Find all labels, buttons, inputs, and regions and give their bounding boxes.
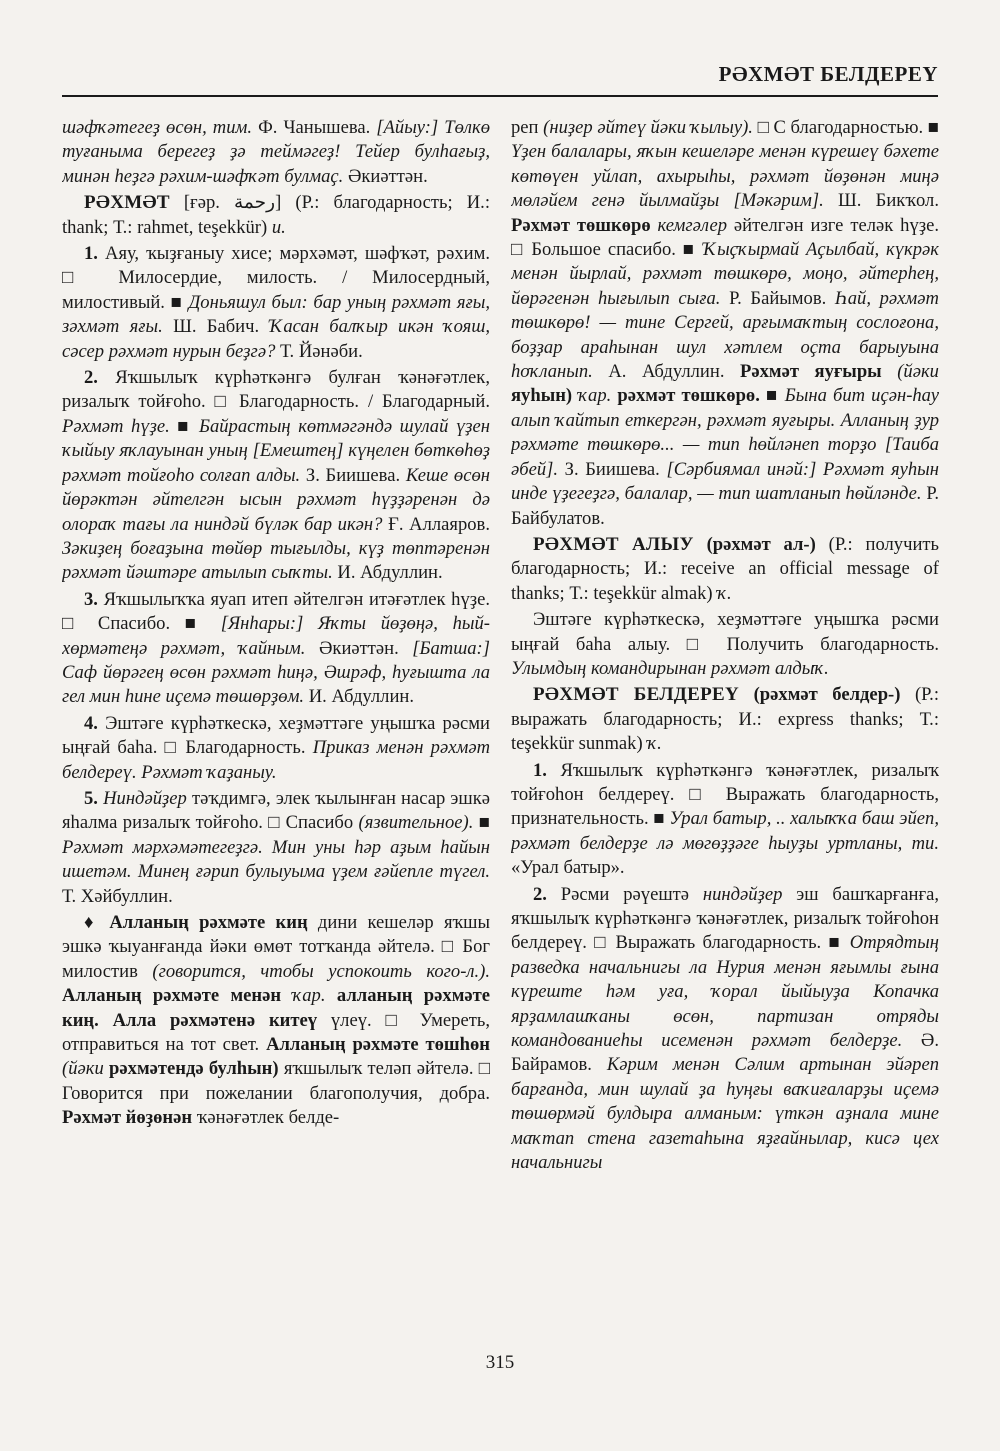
right-column-paragraph: РӘХМӘТ БЕЛДЕРЕҮ (рәхмәт белдер-) (Р.: выражать благодарность; И.: express thanks; Т.: teşekkür sunmak) ҡ.	[511, 684, 939, 755]
header-rule	[62, 95, 938, 97]
right-column-paragraph: 2. Рәсми рәүештә ниндәйҙер эш башҡарғанға, яҡшылыҡ күрһәткәнгә ҡәнәғәтлек, ризалыҡ тойғоһон белдереү. □ Выражать благодарность. ■ Отрядтың разведка начальнигы ла Нурия менән яғымлы ғына күреште һәм уға, ҡорал йыйыуҙа Копачка ярҙамлашҡаны өсөн, партизан отряды командованиеһы исеменән рәхмәт белдерҙе. Ә. Байрамов. Кәрим менән Сәлим артынан эйәреп барғанда, мин шулай ҙа һуңғы ваҡиғаларҙы иҫемә төшөрмәй булдыра алманым: үткән аҙнала мине маҡтап стена газетаһына яҙғайнылар, кисә цех начальнигы	[511, 883, 939, 1174]
left-column-paragraph: РӘХМӘТ [ғәр. رحمة] (Р.: благодарность; И.: thank; Т.: rahmet, teşekkür) и.	[62, 192, 490, 238]
left-column-paragraph: 5. Ниндәйҙер тәҡдимгә, элек ҡылынған насар эшкә яһалма ризалыҡ тойғоһо. □ Спасибо (язвительное). ■ Рәхмәт мәрхәмәтегеҙгә. Мин уны һәр аҙым һайын ишетәм. Минең ғәрип булыуыма үҙем ғәйепле түгел. Т. Хәйбуллин.	[62, 787, 490, 907]
right-column-paragraph: 1. Яҡшылыҡ күрһәткәнгә ҡәнәғәтлек, ризалыҡ тойғоһон белдереү. □ Выражать благодарность, признательность. ■ Урал батыр, .. халыҡҡа баш эйеп, рәхмәт белдерҙе лә мөгөҙҙәге һыуҙы уртланы, ти. «Урал батыр».	[511, 759, 939, 879]
right-column-paragraph: Эштәге күрһәткескә, хеҙмәттәге уңышҡа рәсми ыңғай баһа алыу. □ Получить благодарность. Улымдың командирынан рәхмәт алдыҡ.	[511, 609, 939, 679]
left-column-paragraph: 4. Эштәге күрһәткескә, хеҙмәттәге уңышҡа рәсми ыңғай баһа. □ Благодарность. Приказ менән рәхмәт белдереү. Рәхмәт ҡаҙаныу.	[62, 712, 490, 783]
left-column-paragraph: шәфҡәтегеҙ өсөн, тим. Ф. Чанышева. [Айыу:] Төлкө туғаныма берегеҙ ҙә теймәгеҙ! Тейер булһағыҙ, минән һеҙгә рәхим-шәфҡәт булмаҫ. Әкиәттән.	[62, 117, 490, 187]
right-column-paragraph: реп (ниҙер әйтеү йәки ҡылыу). □ С благодарностью. ■ Үҙен балалары, яҡын кешеләре менән күрешеү бәхете көтөүен уйлап, ахырыһы, рәхмәт йөҙөнән миңә мөләйем генә йылмайҙы [Мәкәрим]. Ш. Бикҡол. Рәхмәт төшкөрө кемгәлер әйтелгән изге теләк һүҙе. □ Большое спасибо. ■ Ҡыҫҡырмай Аҫылбай, күкрәк менән йырлай, рәхмәт төшкөрө, моңо, әйтерһең, йөрәгенән һығылып сыға. Р. Байымов. Һай, рәхмәт төшкөрө! — тине Сергей, арғымаҡтың сослоғона, боҙҙар араһынан шул хәтлем оҫта барыуына һоҡланып. А. Абдуллин. Рәхмәт яуғыры (йәки яуһын) ҡар. рәхмәт төшкөрө. ■ Бына бит иҫән-һау алып ҡайтып еткергән, рәхмәт яуғыры. Алланың ҙур рәхмәте төшкөрө... — тип һөйләнеп торҙо [Таиба әбей]. З. Биишева. [Сәрбиямал инәй:] Рәхмәт яуһын инде үҙегеҙгә, балалар, — тип шатланып һөйләнде. Р. Байбулатов.	[511, 117, 939, 529]
left-column-paragraph: ♦ Алланың рәхмәте киң дини кешеләр яҡшы эшкә ҡыуанғанда йәки өмөт тотҡанда әйтелә. □ Бог милостив (говорится, чтобы успокоить кого-л.). Алланың рәхмәте менән ҡар. алланың рәхмәте киң. Алла рәхмәтенә китеү үлеү. □ Умереть, отправиться на тот свет. Алланың рәхмәте төшһөн (йәки рәхмәтендә булһын) яҡшылыҡ теләп әйтелә. □ Говорится при пожелании благополучия, добра. Рәхмәт йөҙөнән ҡәнәғәтлек белде-	[62, 912, 490, 1129]
running-head: РӘХМӘТ БЕЛДЕРЕҮ	[718, 62, 938, 86]
left-column-paragraph: 2. Яҡшылыҡ күрһәткәнгә булған ҡәнәғәтлек, ризалыҡ тойғоһо. □ Благодарность. / Благодарный. Рәхмәт һүҙе. ■ Байрастың көтмәгәндә шулай үҙен ҡыйыу яҡлауынан уның [Емештең] күңелен бөткөһөҙ рәхмәт тойғоһо солғап алды. З. Биишева. Кеше өсөн йөрәктән әйтелгән ысын рәхмәт һүҙҙәренән дә олораҡ тағы ла ниндәй бүләк бар икән? Ғ. Аллаяров. Зәкиҙең боғаҙына төйөр тығылды, күҙ төптәренән рәхмәт йәштәре атылып сыҡты. И. Абдуллин.	[62, 367, 490, 584]
page-number: 315	[485, 1352, 515, 1373]
right-column	[511, 116, 939, 1356]
right-column-paragraph: РӘХМӘТ АЛЫУ (рәхмәт ал-) (Р.: получить благодарность; И.: receive an official message of thanks; Т.: teşekkür almak) ҡ.	[511, 533, 939, 604]
left-column-paragraph: 1. Аяу, ҡыҙғаныу хисе; мәрхәмәт, шәфҡәт, рәхим. □ Милосердие, милость. / Милосердный, милостивый. ■ Доньяшул был: бар уның рәхмәт яғы, зәхмәт яғы. Ш. Бабич. Ҡасан балҡыр икән ҡояш, сәсер рәхмәт нурын беҙгә? Т. Йәнәби.	[62, 243, 490, 362]
left-column	[62, 116, 490, 1356]
left-column-paragraph: 3. Яҡшылыҡҡа яуап итеп әйтелгән итәғәтлек һүҙе. □ Спасибо. ■ [Янһары:] Яҡты йөҙөңә, һый-хөрмәтеңә рәхмәт, ҡайным. Әкиәттән. [Батша:] Саф йөрәгең өсөн рәхмәт һиңә, Әшрәф, һуғышта ла гел мин һине иҫемә төшөрҙөм. И. Абдуллин.	[62, 588, 490, 708]
